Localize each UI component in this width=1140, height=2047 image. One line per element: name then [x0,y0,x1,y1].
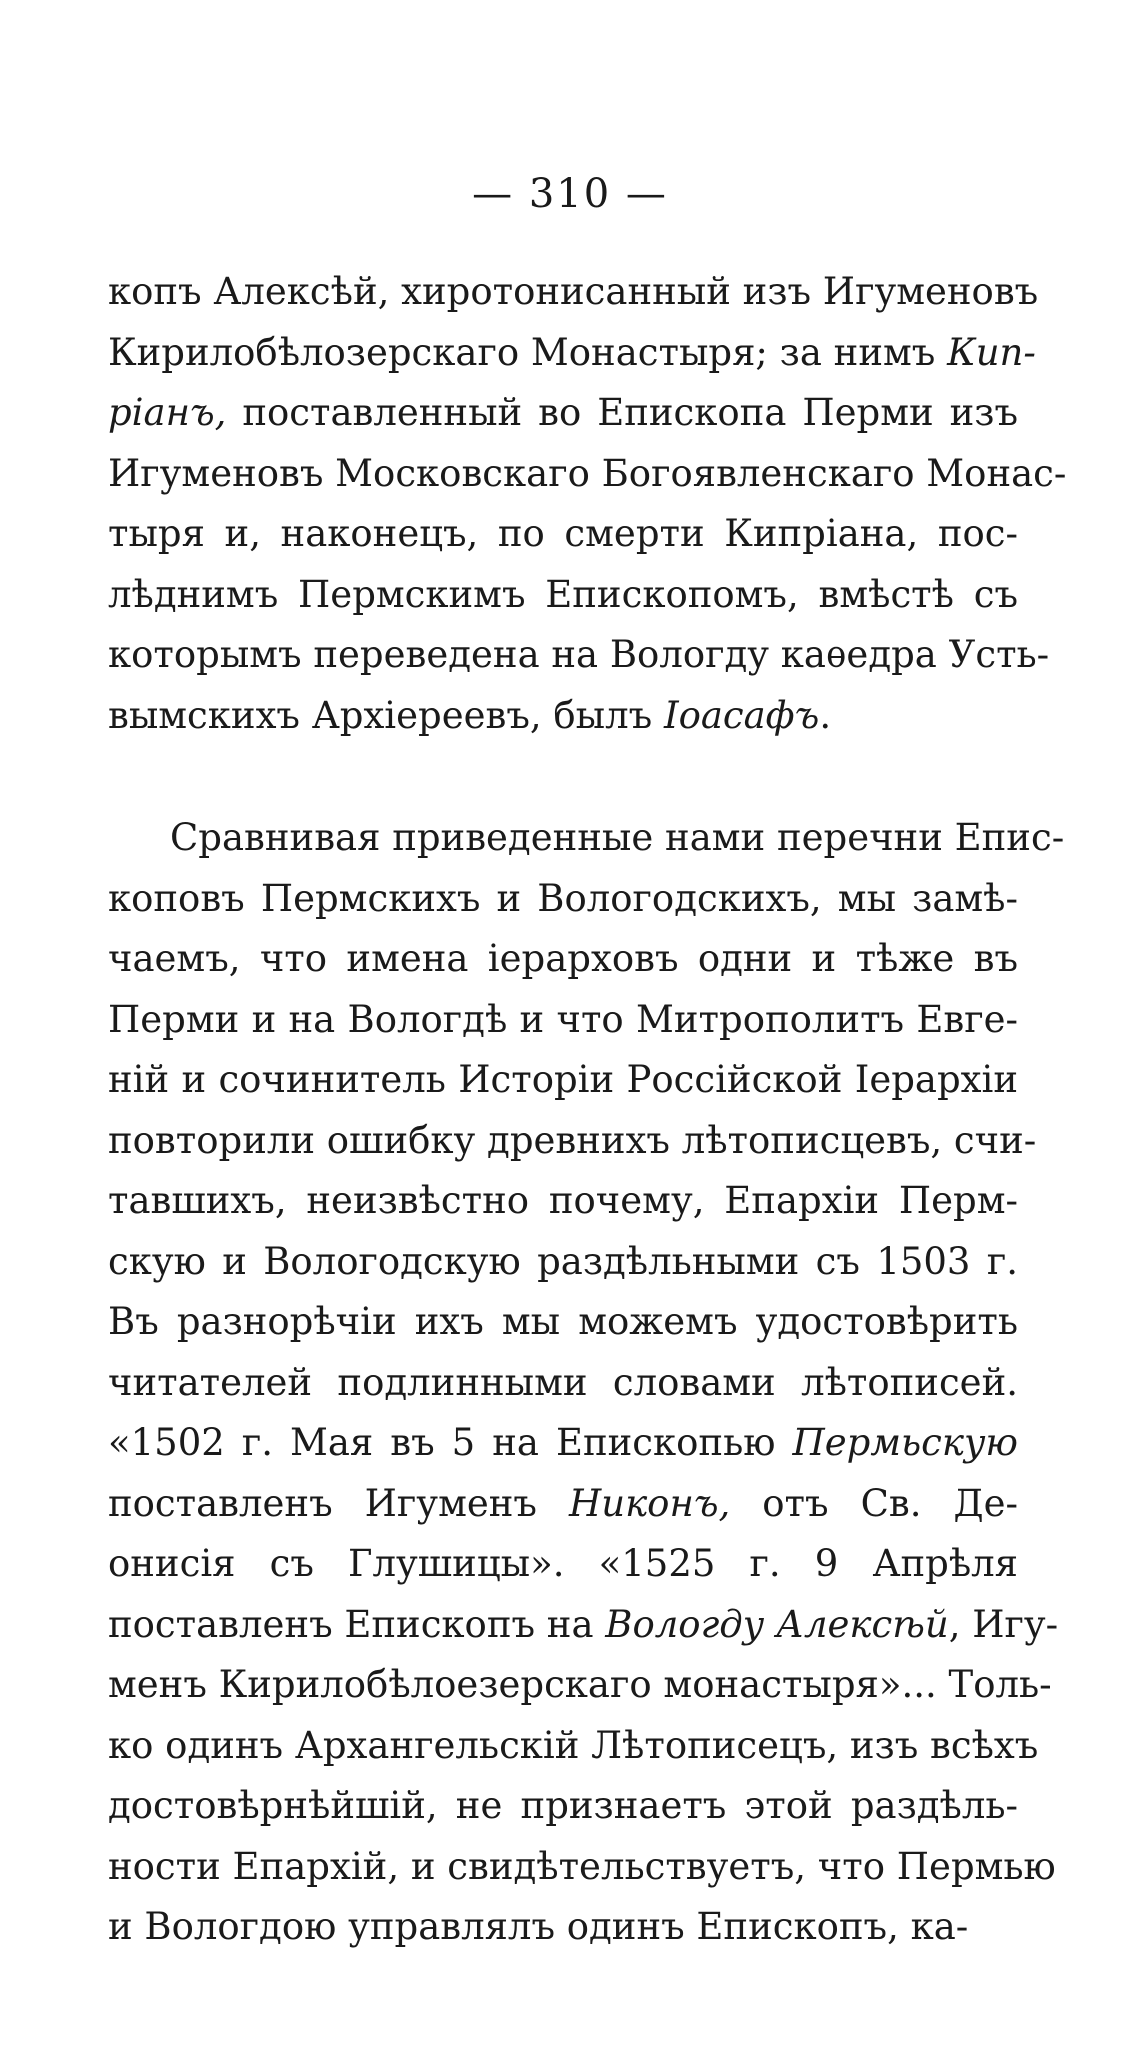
text-line [108,1837,1056,1898]
text-segment: «1502 г. Мая въ 5 на Епископью [108,1421,793,1464]
text-segment: Игуменовъ Московскаго Богоявленскаго Монас- [108,451,1067,495]
text-segment: достовѣрнѣйшій, не признаетъ этой раздѣль- [108,1784,1018,1827]
text-segment: Кирилобѣлозерскаго Монастыря; за нимъ [108,330,948,374]
text-line [108,1534,1018,1595]
text-segment: поставленъ Епископъ на [108,1602,606,1646]
italic-text: Іоасафъ [663,693,820,737]
text-line [108,808,1065,869]
text-line [108,383,1018,444]
text-line [108,1897,1018,1958]
text-segment: которымъ переведена на Вологду каѳедра Усть- [108,633,1050,676]
text-line [108,1595,1059,1656]
italic-text: Вологду Алексѣй [605,1602,949,1646]
text-segment: . [819,693,832,737]
text-line [108,1716,1039,1777]
text-line [108,444,1067,505]
text-segment: ко одинъ Архангельскій Лѣтописецъ, изъ всѣхъ [108,1723,1039,1767]
italic-text: Никонъ, [568,1481,731,1525]
text-line [108,262,1039,323]
italic-text: Пермьскую [792,1421,1018,1464]
text-segment: тавшихъ, неизвѣстно почему, Епархіи Перм- [108,1179,1018,1222]
text-line [108,565,1018,626]
text-segment: коповъ Пермскихъ и Вологодскихъ, мы замѣ- [108,876,1018,920]
text-segment: скую и Вологодскую раздѣльными съ 1503 г. [108,1239,1018,1283]
text-segment: поставленъ Игуменъ [108,1481,569,1525]
text-segment: , Игу- [948,1602,1059,1646]
italic-text: ріанъ, [108,391,227,434]
text-line [108,869,1018,930]
text-segment: Въ разнорѣчіи ихъ мы можемъ удостовѣрить [108,1300,1018,1343]
text-line [108,929,1018,990]
text-segment: лѣднимъ Пермскимъ Епископомъ, вмѣстѣ съ [108,572,1018,616]
text-segment: Перми и на Вологдѣ и что Митрополитъ Евге- [108,997,1018,1041]
text-segment: читателей подлинными словами лѣтописей. [108,1360,1018,1404]
text-segment: тыря и, наконецъ, по смерти Кипріана, пос- [108,512,1018,555]
text-line [108,323,1036,384]
text-line [108,1776,1018,1837]
paragraph-2 [108,808,1065,1958]
text-segment: отъ Св. Де- [730,1481,1018,1525]
italic-text: Кип- [947,330,1036,374]
text-segment: повторили ошибку древнихъ лѣтописцевъ, счи- [108,1118,1037,1162]
text-segment: поставленный во Епископа Перми изъ [226,391,1018,434]
text-segment: ности Епархій, и свидѣтельствуетъ, что Пермью [108,1844,1056,1888]
text-segment: копъ Алексѣй, хиротонисанный изъ Игуменовъ [108,270,1039,313]
text-segment: и Вологдою управлялъ одинъ Епископъ, ка- [108,1905,969,1948]
text-line [108,1171,1018,1232]
text-segment: вымскихъ Архіереевъ, былъ [108,693,664,737]
text-line [108,1413,1018,1474]
text-line [108,1111,1037,1172]
text-segment: онисія съ Глушицы». «1525 г. 9 Апрѣля [108,1542,1018,1585]
text-line [108,1474,1018,1535]
paragraph-1 [108,262,1067,746]
page-number: — 310 — [472,171,668,217]
text-line [108,504,1018,565]
text-segment: ній и сочинитель Исторіи Россійской Іерархіи [108,1058,1018,1101]
text-line [108,1292,1018,1353]
text-line [108,1353,1018,1414]
text-line [108,1050,1018,1111]
text-line [108,686,1018,747]
text-line [108,990,1018,1051]
text-line [108,1655,1052,1716]
text-line [108,1232,1018,1293]
text-segment: менъ Кирилобѣлоезерскаго монастыря»... Толь- [108,1663,1052,1706]
text-segment: Сравнивая приведенные нами перечни Епис- [170,816,1065,859]
text-line [108,625,1050,686]
text-segment: чаемъ, что имена іерарховъ одни и тѣже въ [108,937,1018,980]
